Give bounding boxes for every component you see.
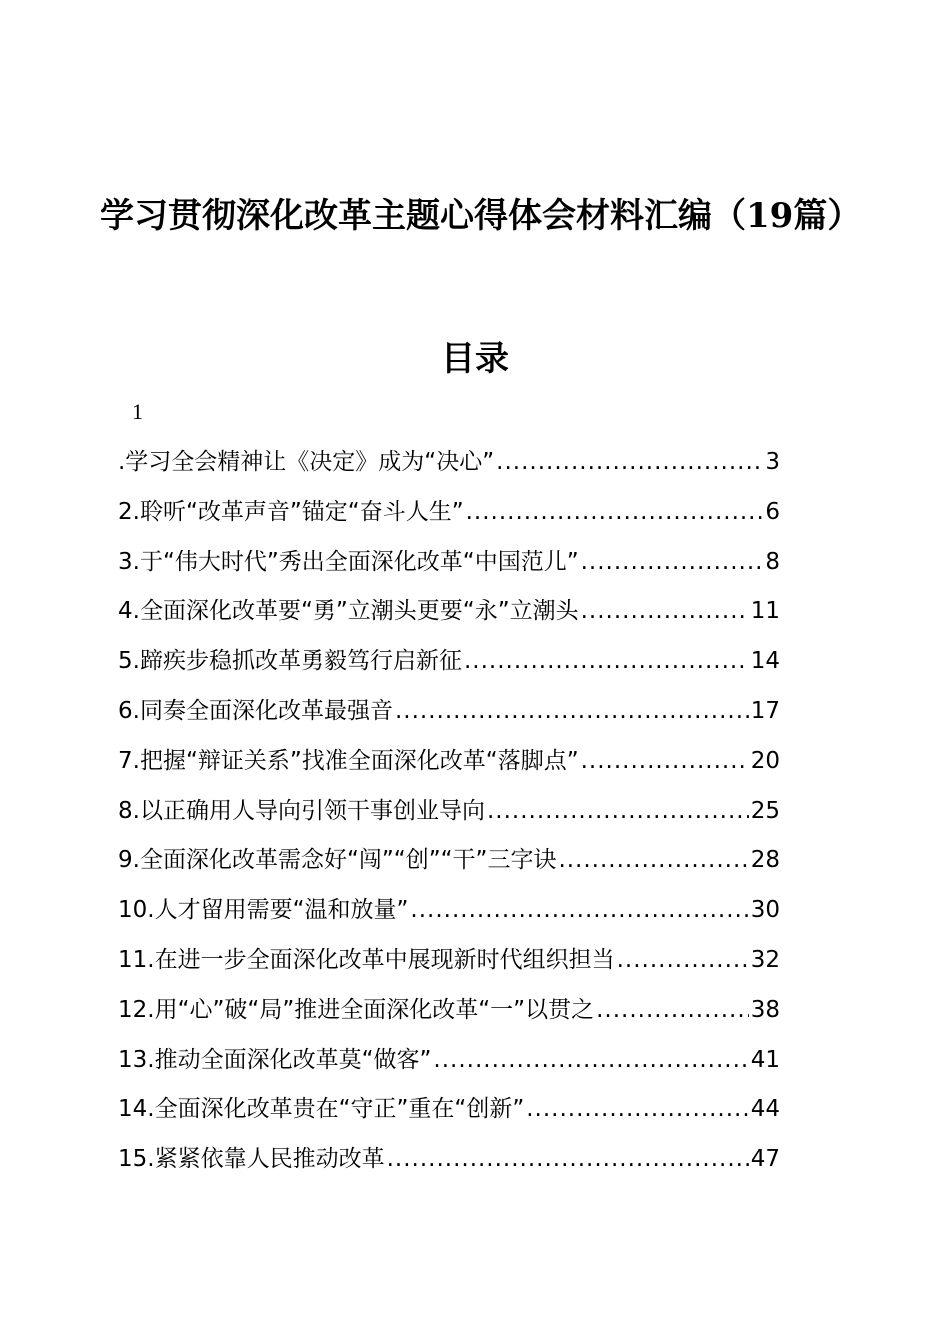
toc-entry-title: 6.同奏全面深化改革最强音 [118, 697, 393, 724]
toc-entry-leader [496, 443, 763, 481]
toc-entry [118, 991, 780, 1041]
toc-entry-leader [464, 642, 749, 680]
toc-entry-leader [395, 692, 749, 730]
toc-entry-title: 5.蹄疾步稳抓改革勇毅笃行启新征 [118, 648, 462, 675]
toc-entry-page: 47 [750, 1146, 780, 1173]
toc-entry-leader [410, 891, 748, 929]
toc-entry-title: 7.把握“辩证关系”找准全面深化改革“落脚点” [118, 747, 579, 774]
toc-entry-title: 2.聆听“改革声音”锚定“奋斗人生” [118, 498, 464, 525]
toc-entry [118, 1140, 780, 1190]
toc-entry [118, 443, 780, 493]
toc-heading: 目录 [441, 339, 509, 379]
toc-entry [118, 891, 780, 941]
toc-entry [118, 642, 780, 692]
stray-number: 1 [132, 399, 143, 424]
toc-entry-page: 28 [750, 847, 780, 874]
toc-entry [118, 792, 780, 842]
toc-entry-leader [487, 792, 749, 830]
toc-entry-page: 32 [750, 946, 780, 973]
toc-entry-leader [581, 543, 764, 581]
toc-entry-leader [596, 991, 749, 1029]
toc-entry-title: 8.以正确用人导向引领干事创业导向 [118, 797, 485, 824]
toc-entry-page: 11 [750, 598, 780, 625]
toc-entry-title: 9.全面深化改革需念好“闯”“创”“干”三字诀 [118, 847, 557, 874]
document-title: 学习贯彻深化改革主题心得体会材料汇编（19篇） [100, 196, 862, 236]
toc-entry [118, 1090, 780, 1140]
toc-entry-page: 41 [750, 1046, 780, 1073]
toc-entry-title: 12.用“心”破“局”推进全面深化改革“一”以贯之 [118, 996, 595, 1023]
toc-entry [118, 692, 780, 742]
toc-entry [118, 742, 780, 792]
toc-entry [118, 543, 780, 593]
toc-entry-page: 44 [750, 1096, 780, 1123]
toc-entry-leader [526, 1090, 748, 1128]
toc-entry-page: 3 [765, 449, 780, 475]
toc-entry [118, 841, 780, 891]
toc-entry-page: 25 [750, 797, 780, 824]
toc-entry-page: 17 [750, 697, 780, 724]
toc-entry-page: 20 [750, 747, 780, 774]
toc-entry-title: 4.全面深化改革要“勇”立潮头更要“永”立潮头 [118, 598, 579, 625]
toc-entry-leader [617, 941, 749, 979]
toc-entry-leader [433, 1041, 748, 1079]
toc-entry-page: 38 [750, 996, 780, 1023]
toc-entry [118, 1041, 780, 1091]
toc-entry-page: 8 [765, 548, 780, 575]
toc-entry-title: 14.全面深化改革贵在“守正”重在“创新” [118, 1096, 525, 1123]
toc-entry-leader [387, 1140, 749, 1178]
toc-entry-title: 15.紧紧依靠人民推动改革 [118, 1146, 385, 1173]
toc-entry-leader [581, 742, 749, 780]
toc-entry-page: 14 [750, 648, 780, 675]
toc-entry [118, 941, 780, 991]
toc-entry-title: 11.在进一步全面深化改革中展现新时代组织担当 [118, 946, 615, 973]
toc-entry-title: 10.人才留用需要“温和放量” [118, 897, 409, 924]
toc-entry-leader [466, 493, 764, 531]
toc-entry-leader [581, 592, 749, 630]
toc-entry-page: 6 [765, 498, 780, 525]
toc-entry-title: 3.于“伟大时代”秀出全面深化改革“中国范儿” [118, 548, 579, 575]
toc-entry-leader [558, 841, 748, 879]
table-of-contents [118, 443, 780, 1190]
toc-entry [118, 592, 780, 642]
toc-entry-page: 30 [750, 897, 780, 924]
toc-entry-title: 13.推动全面深化改革莫“做客” [118, 1046, 432, 1073]
toc-entry-title: .学习全会精神让《决定》成为“决心” [118, 449, 495, 475]
toc-entry [118, 493, 780, 543]
